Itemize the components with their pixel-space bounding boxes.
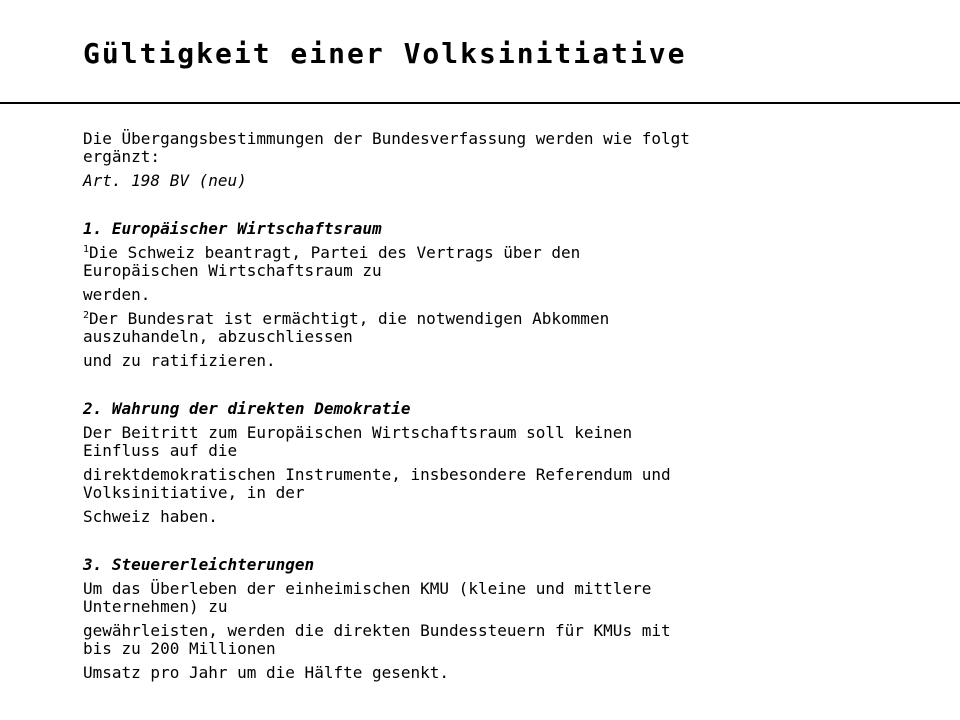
paragraph-line: Volksinitiative, in der — [83, 483, 305, 502]
section-heading-tax: 3. Steuererleichterungen — [83, 555, 315, 574]
paragraph-text: Die Schweiz beantragt, Partei des Vertrags über den — [89, 243, 581, 262]
paragraph-line: Europäischen Wirtschaftsraum zu — [83, 261, 382, 280]
article-reference: Art. 198 BV (neu) — [83, 171, 247, 190]
paragraph-line: Unternehmen) zu — [83, 597, 228, 616]
paragraph-marker: 1 — [83, 244, 90, 255]
paragraph-text: Der Bundesrat ist ermächtigt, die notwendigen Abkommen — [89, 309, 610, 328]
title-divider — [0, 102, 960, 104]
paragraph-line: und zu ratifizieren. — [83, 351, 276, 370]
intro-line: Die Übergangsbestimmungen der Bundesverfassung werden wie folgt — [83, 129, 690, 148]
intro-line: ergänzt: — [83, 147, 161, 166]
section-heading-eea: 1. Europäischer Wirtschaftsraum — [83, 219, 382, 238]
paragraph-line: werden. — [83, 285, 151, 304]
paragraph-line: bis zu 200 Millionen — [83, 639, 276, 658]
paragraph-line: gewährleisten, werden die direkten Bundessteuern für KMUs mit — [83, 621, 671, 640]
page-title: Gültigkeit einer Volksinitiative — [83, 37, 687, 70]
paragraph-line — [83, 310, 933, 328]
paragraph-line: Um das Überleben der einheimischen KMU (kleine und mittlere — [83, 579, 652, 598]
section-heading-democracy: 2. Wahrung der direkten Demokratie — [83, 399, 411, 418]
paragraph-line: Der Beitritt zum Europäischen Wirtschaftsraum soll keinen — [83, 423, 633, 442]
paragraph-line — [83, 244, 933, 262]
paragraph-line: Schweiz haben. — [83, 507, 218, 526]
paragraph-line: Umsatz pro Jahr um die Hälfte gesenkt. — [83, 663, 450, 682]
paragraph-line: auszuhandeln, abzuschliessen — [83, 327, 353, 346]
document-body — [83, 130, 933, 682]
paragraph-line: direktdemokratischen Instrumente, insbesondere Referendum und — [83, 465, 671, 484]
paragraph-line: Einfluss auf die — [83, 441, 238, 460]
paragraph-marker: 2 — [83, 310, 90, 321]
